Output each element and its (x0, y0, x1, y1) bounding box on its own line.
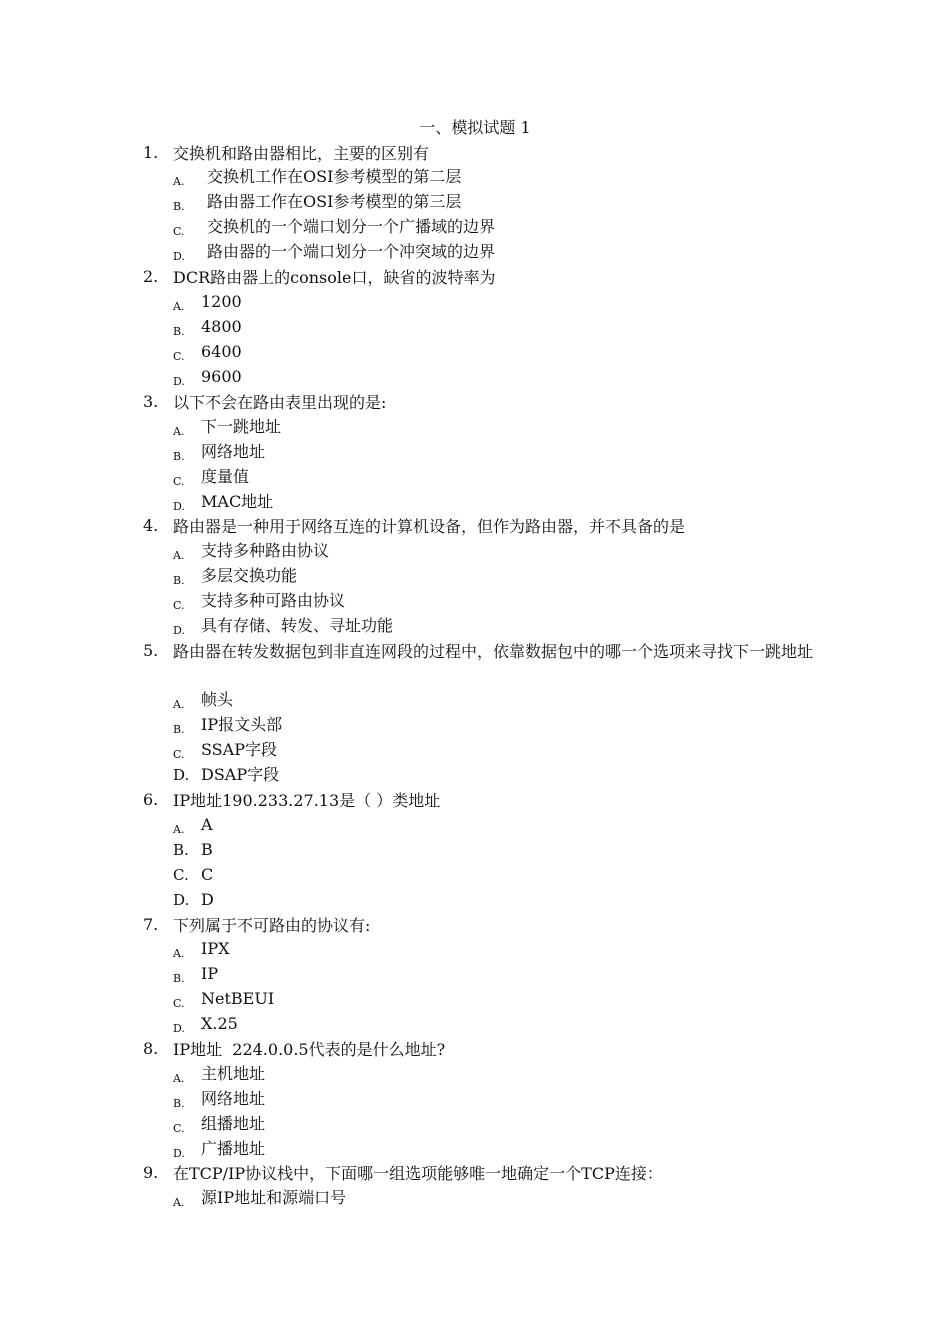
option-letter: B. (173, 574, 185, 587)
question-text: IP地址 224.0.0.5代表的是什么地址? (173, 1040, 446, 1059)
option-letter: D. (173, 1022, 185, 1035)
option-letter: D. (173, 375, 185, 388)
option-text: IP报文头部 (201, 715, 283, 734)
option-text: 交换机的一个端口划分一个广播域的边界 (207, 217, 496, 236)
option-letter: A. (173, 1072, 185, 1085)
option-text: 6400 (201, 342, 242, 361)
option-letter: A. (173, 300, 185, 313)
option-text: X.25 (201, 1014, 238, 1033)
option-text: A (201, 815, 213, 834)
option-text: DSAP字段 (201, 765, 280, 784)
option-text: 组播地址 (201, 1114, 266, 1133)
question-text: DCR路由器上的console口，缺省的波特率为 (173, 268, 496, 287)
option-letter: D. (173, 891, 190, 909)
question-number: 5. (143, 641, 159, 660)
option-letter: B. (173, 972, 185, 985)
question-text: 路由器在转发数据包到非直连网段的过程中，依靠数据包中的哪一个选项来寻找下一跳地址 (173, 642, 814, 661)
option-text: MAC地址 (201, 492, 274, 511)
option-letter: A. (173, 698, 185, 711)
option-text: C (201, 865, 214, 884)
option-letter: A. (173, 1196, 185, 1209)
question-text: 交换机和路由器相比，主要的区别有 (173, 144, 430, 163)
option-letter: C. (173, 748, 185, 761)
option-letter: A. (173, 823, 185, 836)
option-letter: D. (173, 766, 190, 784)
option-letter: D. (173, 1147, 185, 1160)
option-text: 4800 (201, 317, 242, 336)
option-text: 支持多种路由协议 (201, 541, 330, 560)
question-text: 下列属于不可路由的协议有: (173, 916, 371, 935)
option-text: 帧头 (201, 690, 234, 709)
option-letter: D. (173, 624, 185, 637)
option-text: 具有存储、转发、寻址功能 (201, 616, 394, 635)
option-text: NetBEUI (201, 989, 275, 1008)
option-letter: B. (173, 325, 185, 338)
question-number: 9. (143, 1163, 159, 1182)
option-letter: C. (173, 599, 185, 612)
option-text: 多层交换功能 (201, 566, 298, 585)
option-letter: C. (173, 997, 185, 1010)
question-text: 路由器是一种用于网络互连的计算机设备，但作为路由器，并不具备的是 (173, 517, 686, 536)
option-text: IPX (201, 939, 230, 958)
option-letter: B. (173, 723, 185, 736)
question-text: 以下不会在路由表里出现的是: (173, 393, 387, 412)
option-text: 路由器工作在OSI参考模型的第三层 (207, 192, 462, 211)
option-text: 度量值 (201, 467, 250, 486)
option-letter: D. (173, 500, 185, 513)
option-text: 路由器的一个端口划分一个冲突域的边界 (207, 242, 496, 261)
option-letter: C. (173, 225, 185, 238)
option-text: 1200 (201, 292, 242, 311)
option-letter: C. (173, 350, 185, 363)
option-text: 源IP地址和源端口号 (201, 1188, 347, 1207)
question-text: IP地址190.233.27.13是（ ）类地址 (173, 791, 441, 810)
question-number: 8. (143, 1039, 159, 1058)
option-text: 下一跳地址 (201, 417, 282, 436)
option-text: 网络地址 (201, 442, 266, 461)
option-letter: B. (173, 200, 185, 213)
question-number: 1. (143, 143, 159, 162)
option-letter: A. (173, 425, 185, 438)
question-number: 2. (143, 267, 159, 286)
option-text: SSAP字段 (201, 740, 277, 759)
option-text: IP (201, 964, 219, 983)
option-letter: A. (173, 549, 185, 562)
question-number: 7. (143, 915, 159, 934)
page-title: 一、模拟试题 1 (419, 118, 531, 137)
option-letter: A. (173, 947, 185, 960)
option-letter: B. (173, 1097, 185, 1110)
option-text: D (201, 890, 214, 909)
option-text: 支持多种可路由协议 (201, 591, 346, 610)
option-letter: C. (173, 1122, 185, 1135)
option-text: 交换机工作在OSI参考模型的第二层 (207, 167, 462, 186)
option-letter: C. (173, 866, 189, 884)
option-letter: C. (173, 475, 185, 488)
option-text: 网络地址 (201, 1089, 266, 1108)
option-text: B (201, 840, 213, 859)
option-letter: D. (173, 250, 185, 263)
question-text: 在TCP/IP协议栈中，下面哪一组选项能够唯一地确定一个TCP连接： (173, 1164, 663, 1183)
question-number: 4. (143, 516, 159, 535)
option-text: 广播地址 (201, 1139, 266, 1158)
option-letter: A. (173, 175, 185, 188)
option-text: 9600 (201, 367, 242, 386)
question-number: 6. (143, 790, 159, 809)
option-text: 主机地址 (201, 1064, 266, 1083)
question-number: 3. (143, 392, 159, 411)
option-letter: B. (173, 841, 189, 859)
option-letter: B. (173, 450, 185, 463)
